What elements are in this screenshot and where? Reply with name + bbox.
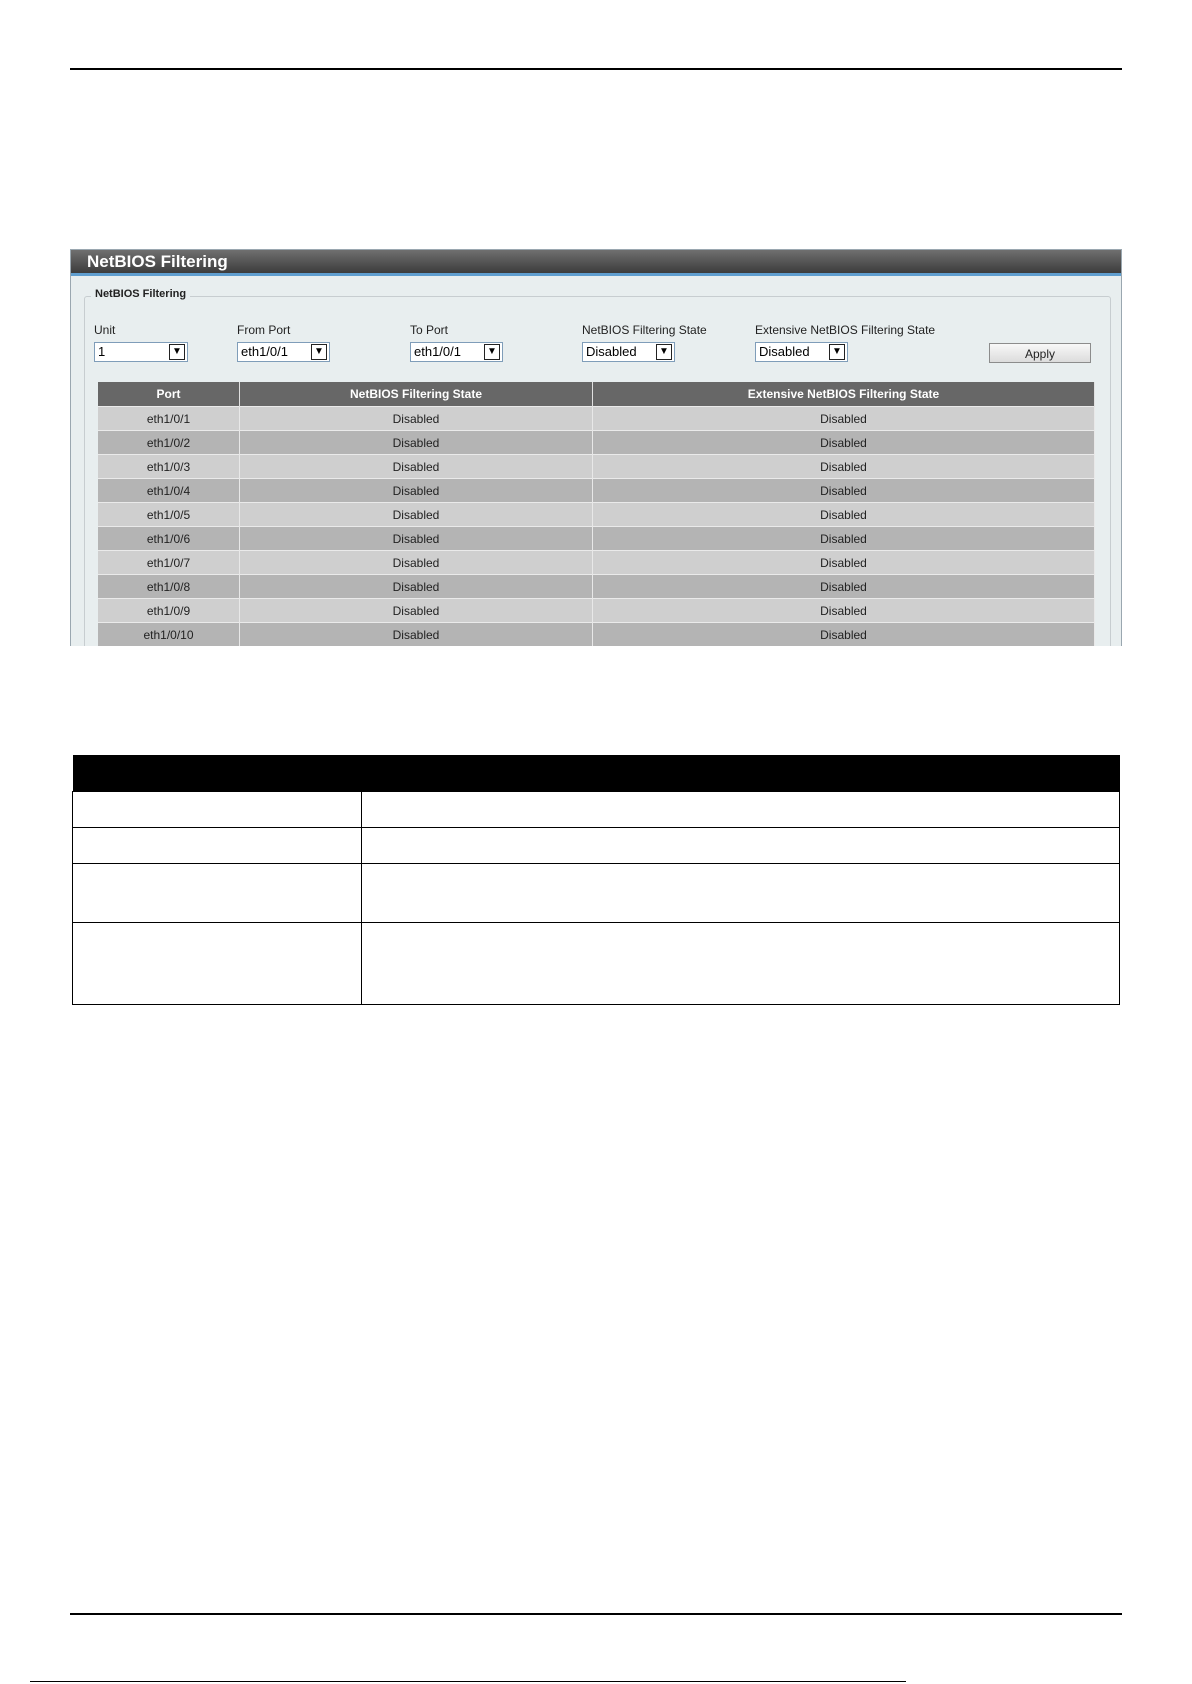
top-rule: [70, 68, 1122, 70]
port-cell: eth1/0/4: [98, 479, 240, 503]
desc-header-row: [73, 755, 1120, 792]
apply-button[interactable]: Apply: [989, 343, 1091, 363]
chevron-down-icon: ▼: [169, 344, 185, 360]
extensive-state-cell: Disabled: [593, 527, 1095, 551]
netbios-state-cell: Disabled: [240, 623, 593, 647]
extensive-state-cell: Disabled: [593, 623, 1095, 647]
desc-parameter-cell: [73, 923, 362, 1005]
panel-title: NetBIOS Filtering: [71, 250, 1121, 273]
desc-parameter-cell: [73, 864, 362, 923]
extensive-state-cell: Disabled: [593, 599, 1095, 623]
table-row: [98, 599, 1095, 623]
footer-rule: [30, 1681, 906, 1682]
port-cell: eth1/0/5: [98, 503, 240, 527]
column-header-port: Port: [98, 382, 240, 407]
netbios-state-label: NetBIOS Filtering State: [582, 323, 707, 337]
to-port-label: To Port: [410, 323, 449, 337]
desc-description-cell: [362, 923, 1120, 1005]
extensive-state-cell: Disabled: [593, 431, 1095, 455]
extensive-state-select-value: Disabled: [759, 344, 810, 359]
port-cell: eth1/0/10: [98, 623, 240, 647]
table-row: [98, 431, 1095, 455]
extensive-state-cell: Disabled: [593, 455, 1095, 479]
chevron-down-icon: ▼: [829, 344, 845, 360]
netbios-state-cell: Disabled: [240, 455, 593, 479]
desc-row: [73, 923, 1120, 1005]
parameter-description-table: [72, 755, 1120, 1005]
netbios-state-cell: Disabled: [240, 479, 593, 503]
desc-parameter-cell: [73, 828, 362, 864]
desc-parameter-cell: [73, 792, 362, 828]
unit-select-value: 1: [98, 344, 106, 359]
from-port-select[interactable]: [237, 342, 330, 362]
desc-row: [73, 828, 1120, 864]
chevron-down-icon: ▼: [484, 344, 500, 360]
table-row: [98, 527, 1095, 551]
port-cell: eth1/0/7: [98, 551, 240, 575]
from-port-label: From Port: [237, 323, 291, 337]
netbios-state-cell: Disabled: [240, 527, 593, 551]
port-cell: eth1/0/1: [98, 407, 240, 431]
fieldset-legend: NetBIOS Filtering: [91, 288, 190, 300]
netbios-state-cell: Disabled: [240, 503, 593, 527]
chevron-down-icon: ▼: [656, 344, 672, 360]
port-cell: eth1/0/2: [98, 431, 240, 455]
chevron-down-icon: ▼: [311, 344, 327, 360]
column-header-extensive-state: Extensive NetBIOS Filtering State: [593, 382, 1095, 407]
table-row: [98, 575, 1095, 599]
column-header-netbios-state: NetBIOS Filtering State: [240, 382, 593, 407]
netbios-filtering-screenshot: [70, 249, 1122, 646]
to-port-select-value: eth1/0/1: [414, 344, 461, 359]
table-row: [98, 479, 1095, 503]
table-row: [98, 503, 1095, 527]
desc-header-description: [362, 755, 1120, 792]
desc-row: [73, 864, 1120, 923]
port-table: [98, 382, 1095, 646]
netbios-state-cell: Disabled: [240, 407, 593, 431]
from-port-select-value: eth1/0/1: [241, 344, 288, 359]
extensive-state-cell: Disabled: [593, 575, 1095, 599]
extensive-state-label: Extensive NetBIOS Filtering State: [755, 323, 936, 337]
extensive-state-cell: Disabled: [593, 551, 1095, 575]
extensive-state-cell: Disabled: [593, 479, 1095, 503]
port-cell: eth1/0/9: [98, 599, 240, 623]
table-row: [98, 455, 1095, 479]
unit-select[interactable]: [94, 342, 188, 362]
extensive-state-cell: Disabled: [593, 503, 1095, 527]
netbios-state-cell: Disabled: [240, 551, 593, 575]
bottom-rule: [70, 1613, 1122, 1615]
desc-description-cell: [362, 792, 1120, 828]
desc-row: [73, 792, 1120, 828]
to-port-select[interactable]: [410, 342, 503, 362]
port-cell: eth1/0/8: [98, 575, 240, 599]
netbios-state-cell: Disabled: [240, 431, 593, 455]
table-row: [98, 623, 1095, 647]
port-cell: eth1/0/3: [98, 455, 240, 479]
netbios-state-cell: Disabled: [240, 575, 593, 599]
port-cell: eth1/0/6: [98, 527, 240, 551]
netbios-state-select-value: Disabled: [586, 344, 637, 359]
table-row: [98, 407, 1095, 431]
desc-description-cell: [362, 864, 1120, 923]
desc-header-parameter: [73, 755, 362, 792]
netbios-state-select[interactable]: [582, 342, 675, 362]
table-row: [98, 551, 1095, 575]
netbios-state-cell: Disabled: [240, 599, 593, 623]
table-header-row: [98, 382, 1095, 407]
extensive-state-cell: Disabled: [593, 407, 1095, 431]
unit-label: Unit: [94, 323, 116, 337]
extensive-state-select[interactable]: [755, 342, 848, 362]
desc-description-cell: [362, 828, 1120, 864]
